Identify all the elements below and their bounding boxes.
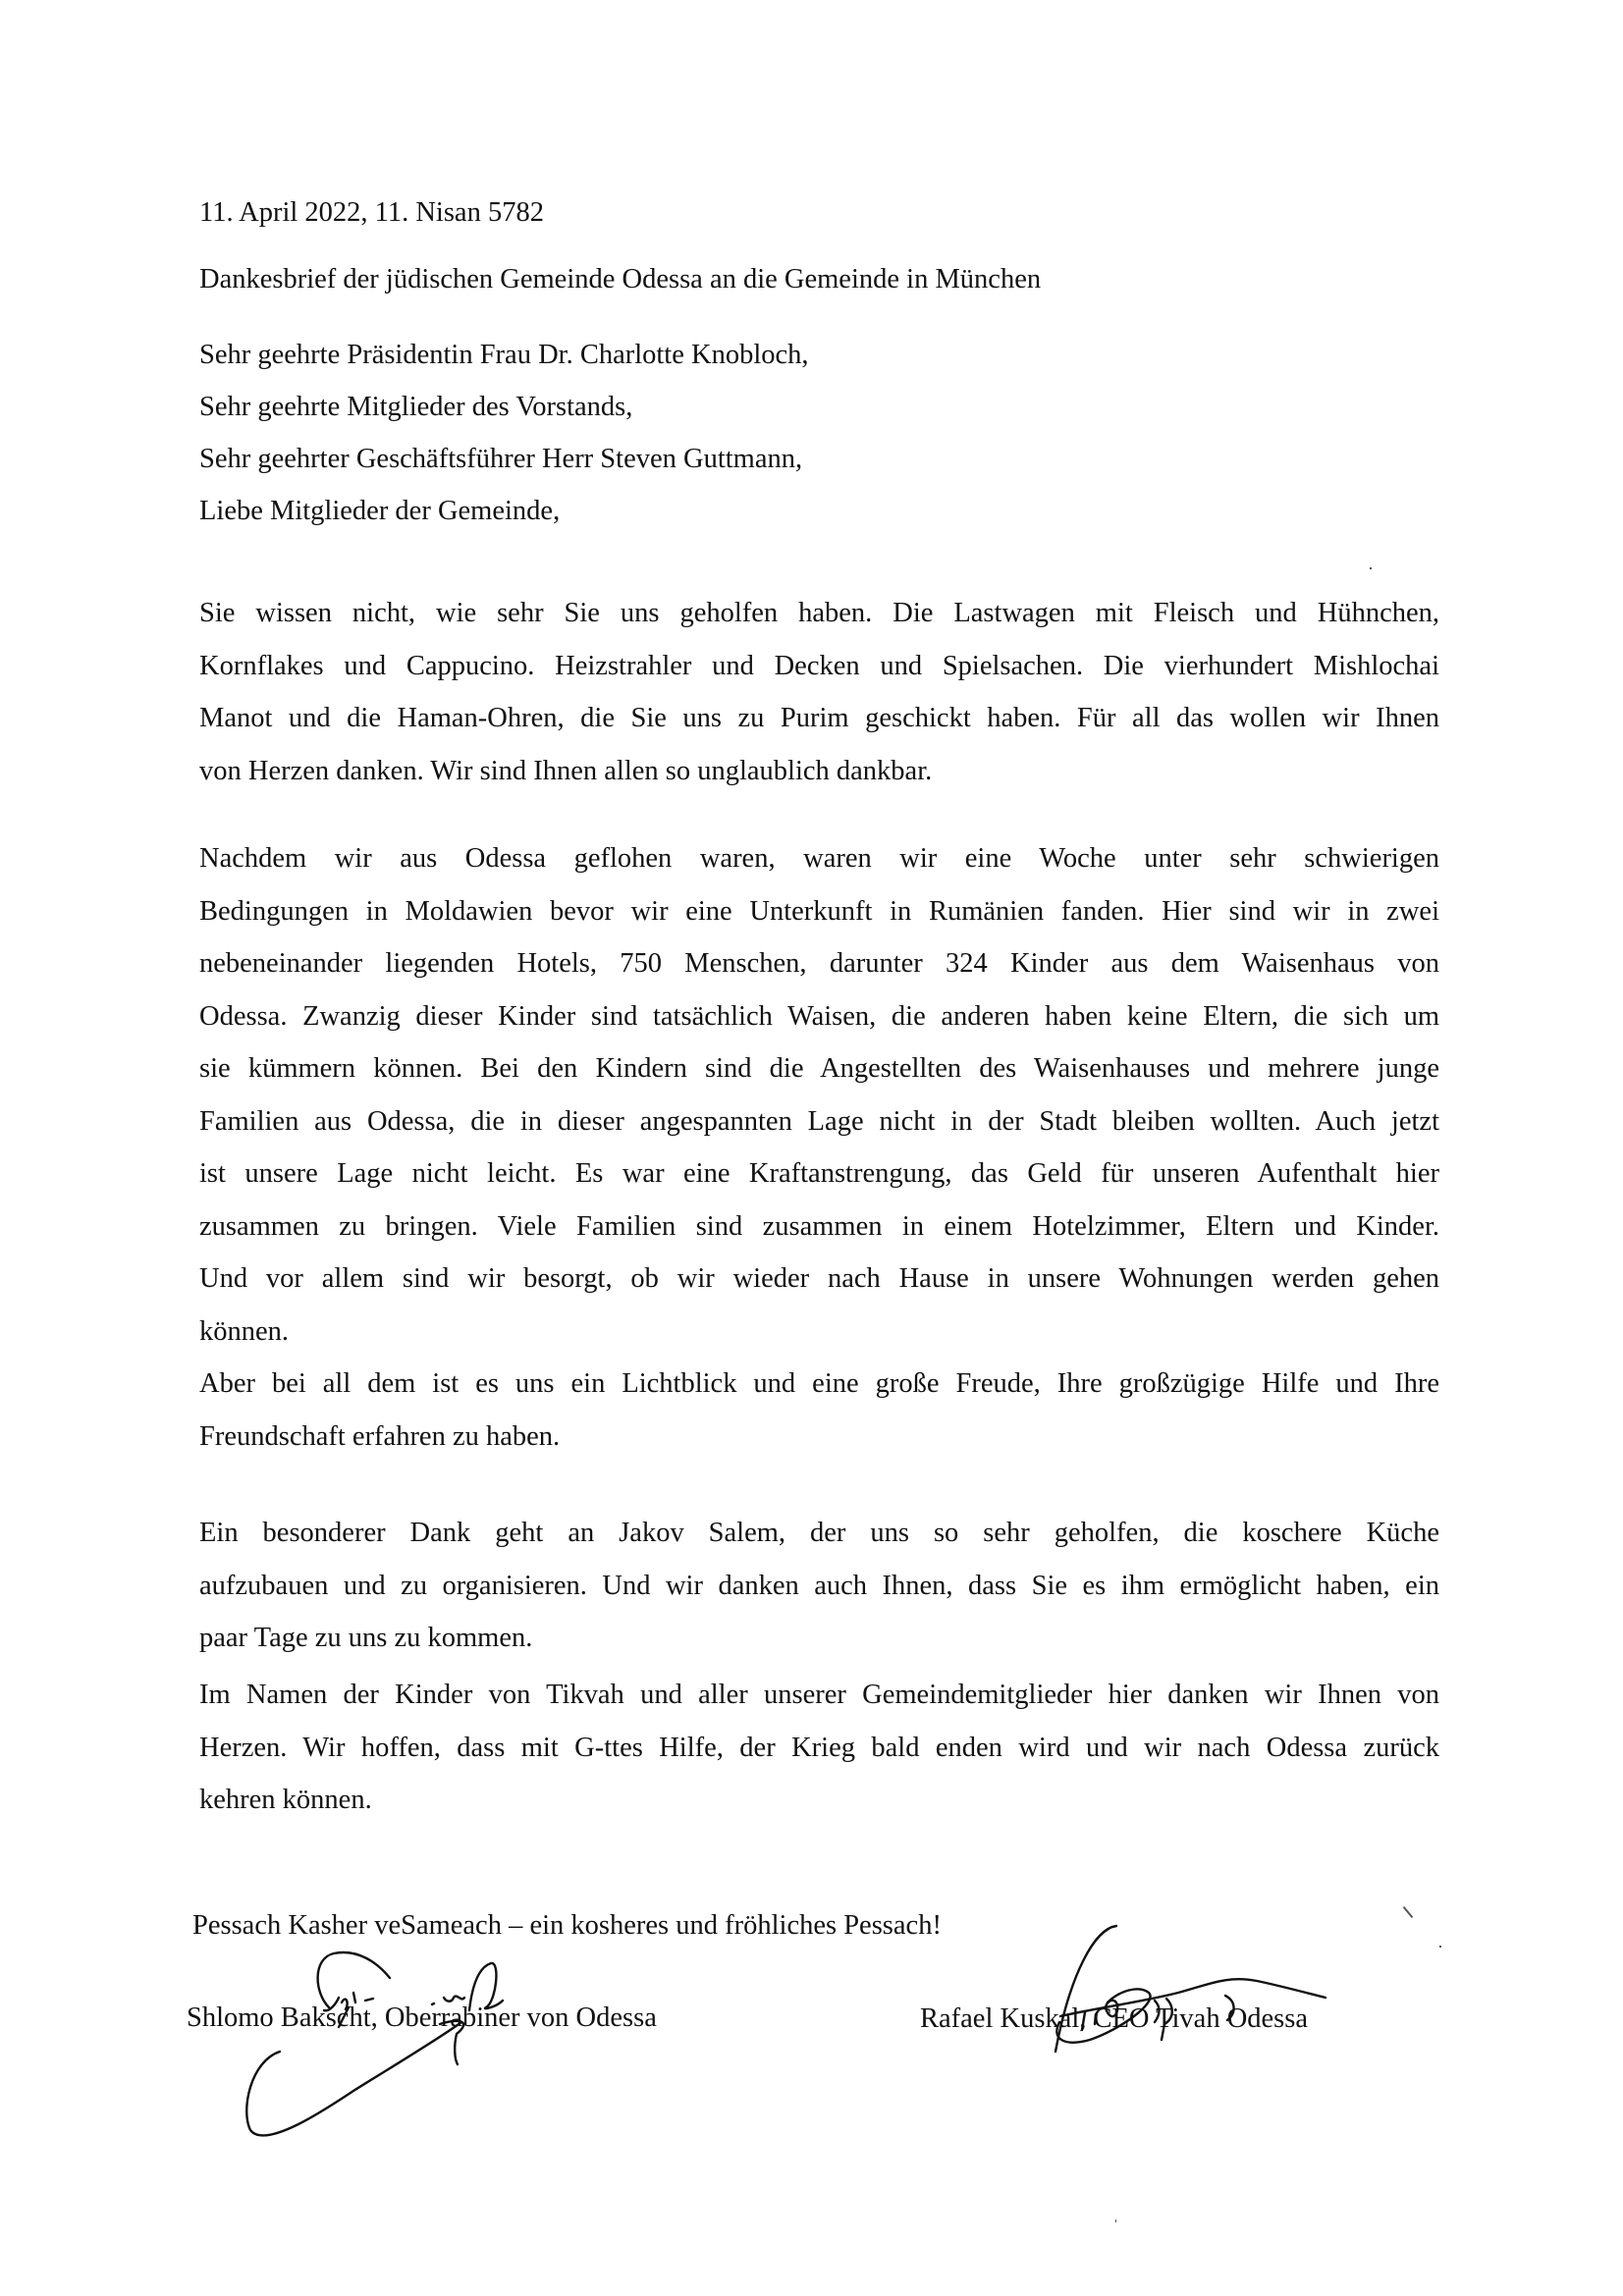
salutation-line: Sehr geehrte Mitglieder des Vorstands, bbox=[199, 392, 633, 422]
paragraph-line: kehren können. bbox=[199, 1785, 372, 1815]
paragraph-line: ist unsere Lage nicht leicht. Es war eine Kraftanstrengung, das Geld für unseren Aufenthalt hier bbox=[199, 1158, 1439, 1189]
paragraph-line: Bedingungen in Moldawien bevor wir eine Unterkunft in Rumänien fanden. Hier sind wir in zwei bbox=[199, 895, 1439, 927]
paragraph-line: Kornflakes und Cappucino. Heizstrahler und Decken und Spielsachen. Die vierhundert Mishlochai bbox=[199, 650, 1439, 681]
paragraph-line: Manot und die Haman-Ohren, die Sie uns zu Purim geschickt haben. Für all das wollen wir Ihnen bbox=[199, 703, 1439, 733]
scan-speck bbox=[1115, 2219, 1116, 2222]
paragraph-line: sie kümmern können. Bei den Kindern sind die Angestellten des Waisenhauses und mehrere junge bbox=[199, 1053, 1439, 1084]
salutation-line: Sehr geehrte Präsidentin Frau Dr. Charlotte Knobloch, bbox=[199, 340, 809, 370]
paragraph-line: können. bbox=[199, 1315, 290, 1347]
closing-greeting: Pessach Kasher veSameach – ein kosheres und fröhliches Pessach! bbox=[192, 1910, 942, 1941]
paragraph-special-thanks bbox=[199, 1507, 1439, 1665]
paragraph-line: Odessa. Zwanzig dieser Kinder sind tatsächlich Waisen, die anderen haben keine Eltern, die sich um bbox=[199, 1000, 1439, 1032]
salutation-line: Liebe Mitglieder der Gemeinde, bbox=[199, 496, 561, 526]
scan-speck bbox=[1370, 567, 1372, 569]
signatory-ceo: Rafael Kuskal, CEO Tivah Odessa bbox=[920, 2003, 1309, 2034]
letter-date: 11. April 2022, 11. Nisan 5782 bbox=[199, 197, 544, 228]
salutation-line: Sehr geehrter Geschäftsführer Herr Steven Guttmann, bbox=[199, 444, 803, 474]
paragraph-line: Sie wissen nicht, wie sehr Sie uns geholfen haben. Die Lastwagen mit Fleisch und Hühnchen, bbox=[199, 598, 1439, 628]
scan-speck bbox=[1403, 1906, 1414, 1918]
paragraph-line: Und vor allem sind wir besorgt, ob wir wieder nach Hause in unsere Wohnungen werden gehen bbox=[199, 1263, 1439, 1294]
paragraph-line: aufzubauen und zu organisieren. Und wir danken auch Ihnen, dass Sie es ihm ermöglicht haben, ein bbox=[199, 1570, 1439, 1601]
paragraph-line: Im Namen der Kinder von Tikvah und aller unserer Gemeindemitglieder hier danken wir Ihnen von bbox=[199, 1680, 1439, 1710]
paragraph-line: Aber bei all dem ist es uns ein Lichtblick und eine große Freude, Ihre großzügige Hilfe und Ihre bbox=[199, 1368, 1439, 1399]
paragraph-closing-thanks bbox=[199, 1669, 1439, 1827]
paragraph-line: paar Tage zu uns zu kommen. bbox=[199, 1623, 533, 1653]
paragraph-line: von Herzen danken. Wir sind Ihnen allen so unglaublich dankbar. bbox=[199, 755, 933, 786]
paragraph-situation bbox=[199, 832, 1439, 1463]
paragraph-line: nebeneinander liegenden Hotels, 750 Menschen, darunter 324 Kinder aus dem Waisenhaus von bbox=[199, 948, 1439, 979]
paragraph-line: Ein besonderer Dank geht an Jakov Salem, der uns so sehr geholfen, die koschere Küche bbox=[199, 1518, 1439, 1548]
paragraph-thanks bbox=[199, 587, 1439, 797]
paragraph-line: Herzen. Wir hoffen, dass mit G-ttes Hilfe, der Krieg bald enden wird und wir nach Odessa zurück bbox=[199, 1732, 1439, 1763]
paragraph-line: zusammen zu bringen. Viele Familien sind zusammen in einem Hotelzimmer, Eltern und Kinder. bbox=[199, 1210, 1439, 1242]
signature-rabbi-icon bbox=[246, 1952, 503, 2135]
signatory-rabbi: Shlomo Bakscht, Oberrabiner von Odessa bbox=[187, 2002, 657, 2033]
paragraph-line: Freundschaft erfahren zu haben. bbox=[199, 1420, 561, 1452]
letter-subject: Dankesbrief der jüdischen Gemeinde Odessa an die Gemeinde in München bbox=[199, 264, 1042, 294]
scan-speck bbox=[1439, 1946, 1441, 1948]
paragraph-line: Nachdem wir aus Odessa geflohen waren, waren wir eine Woche unter sehr schwierigen bbox=[199, 843, 1439, 874]
paragraph-line: Familien aus Odessa, die in dieser angespannten Lage nicht in der Stadt bleiben wollten. Auch jetzt bbox=[199, 1105, 1439, 1137]
